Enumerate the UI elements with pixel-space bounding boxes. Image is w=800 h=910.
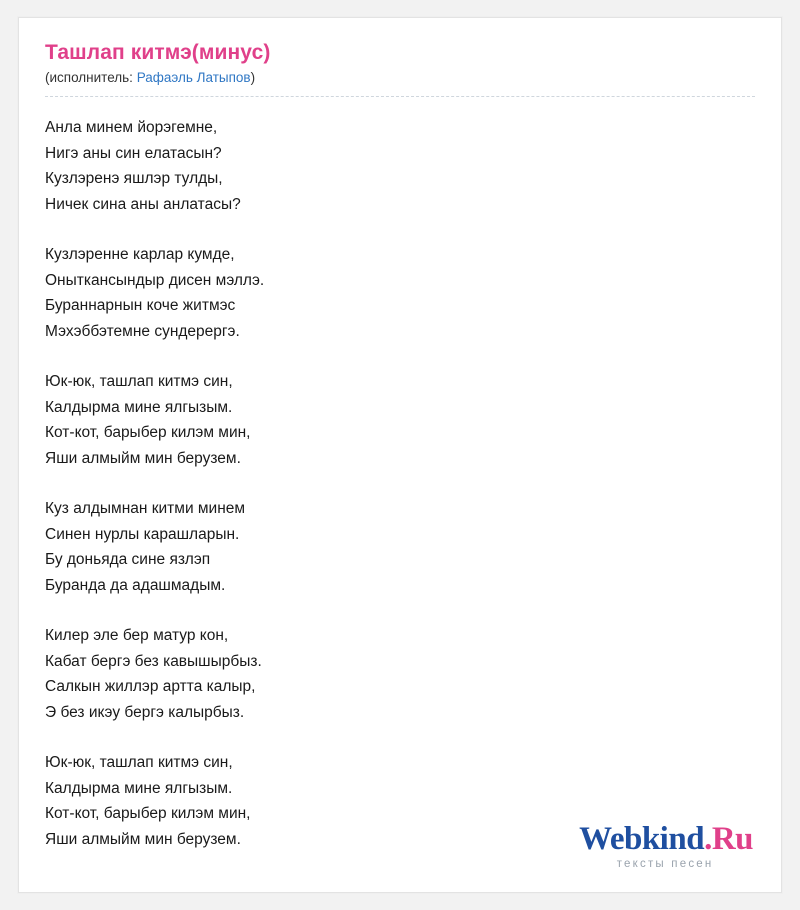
lyrics-line: Салкын жиллэр артта калыр, bbox=[45, 678, 256, 695]
lyrics-line: Калдырма мине ялгызым. bbox=[45, 779, 233, 797]
logo-tagline: тексты песен bbox=[616, 857, 714, 870]
lyrics-line: Нигэ аны син елатасын? bbox=[45, 144, 222, 162]
lyrics-stanza bbox=[45, 496, 755, 598]
lyrics-line: Кабат бергэ без кавышырбыз. bbox=[45, 652, 262, 670]
lyrics-stanza bbox=[45, 115, 755, 217]
lyrics-line: Кот-кот, барыбер килэм мин, bbox=[45, 424, 251, 441]
lyrics-line: Оныткансындыр дисен мэллэ. bbox=[45, 271, 265, 289]
page-title: Ташлап китмэ(минус) bbox=[45, 41, 271, 64]
performer-link[interactable]: Рафаэль Латыпов bbox=[136, 70, 251, 85]
lyrics-line: Э без икэу бергэ калырбыз. bbox=[45, 703, 245, 721]
lyrics-line: Калдырма мине ялгызым. bbox=[45, 398, 233, 416]
lyrics-line: Кузлэренэ яшлэр тулды, bbox=[45, 170, 223, 187]
page-content bbox=[19, 18, 781, 852]
site-logo[interactable] bbox=[579, 820, 753, 871]
lyrics-line: Анла минем йорэгемне, bbox=[45, 119, 218, 136]
lyrics-line: Бу доньяда сине язлэп bbox=[45, 551, 211, 568]
lyrics-line: Синен нурлы карашларын. bbox=[45, 525, 240, 543]
lyrics-line: Ничек сина аны анлатасы? bbox=[45, 195, 241, 213]
logo-wordmark bbox=[579, 820, 753, 857]
lyrics-line: Кот-кот, барыбер килэм мин, bbox=[45, 805, 251, 822]
lyrics-line: Мэхэббэтемне сундерергэ. bbox=[45, 322, 240, 340]
lyrics-line: Яши алмыйм мин берузем. bbox=[45, 830, 241, 848]
lyrics-line: Яши алмыйм мин берузем. bbox=[45, 449, 241, 467]
performer-suffix-text: ) bbox=[250, 70, 256, 85]
performer-prefix-text: (исполнитель: bbox=[45, 70, 137, 85]
lyrics-body bbox=[45, 115, 755, 852]
lyrics-line: Буранда да адашмадым. bbox=[45, 576, 226, 594]
lyrics-line: Юк-юк, ташлап китмэ син, bbox=[45, 754, 233, 771]
lyrics-line: Куз алдымнан китми минем bbox=[45, 500, 246, 517]
song-page-card bbox=[18, 17, 782, 893]
logo-text-secondary: .Ru bbox=[704, 820, 753, 857]
lyrics-line: Килер эле бер матур кон, bbox=[45, 627, 229, 644]
lyrics-line: Юк-юк, ташлап китмэ син, bbox=[45, 373, 233, 390]
lyrics-line: Кузлэренне карлар кумде, bbox=[45, 246, 235, 263]
performer-line bbox=[45, 70, 755, 97]
lyrics-line: Бураннарнын коче житмэс bbox=[45, 297, 236, 314]
logo-text-primary: Webkind bbox=[579, 820, 705, 857]
lyrics-stanza bbox=[45, 369, 755, 471]
lyrics-stanza bbox=[45, 623, 755, 725]
lyrics-stanza bbox=[45, 242, 755, 344]
